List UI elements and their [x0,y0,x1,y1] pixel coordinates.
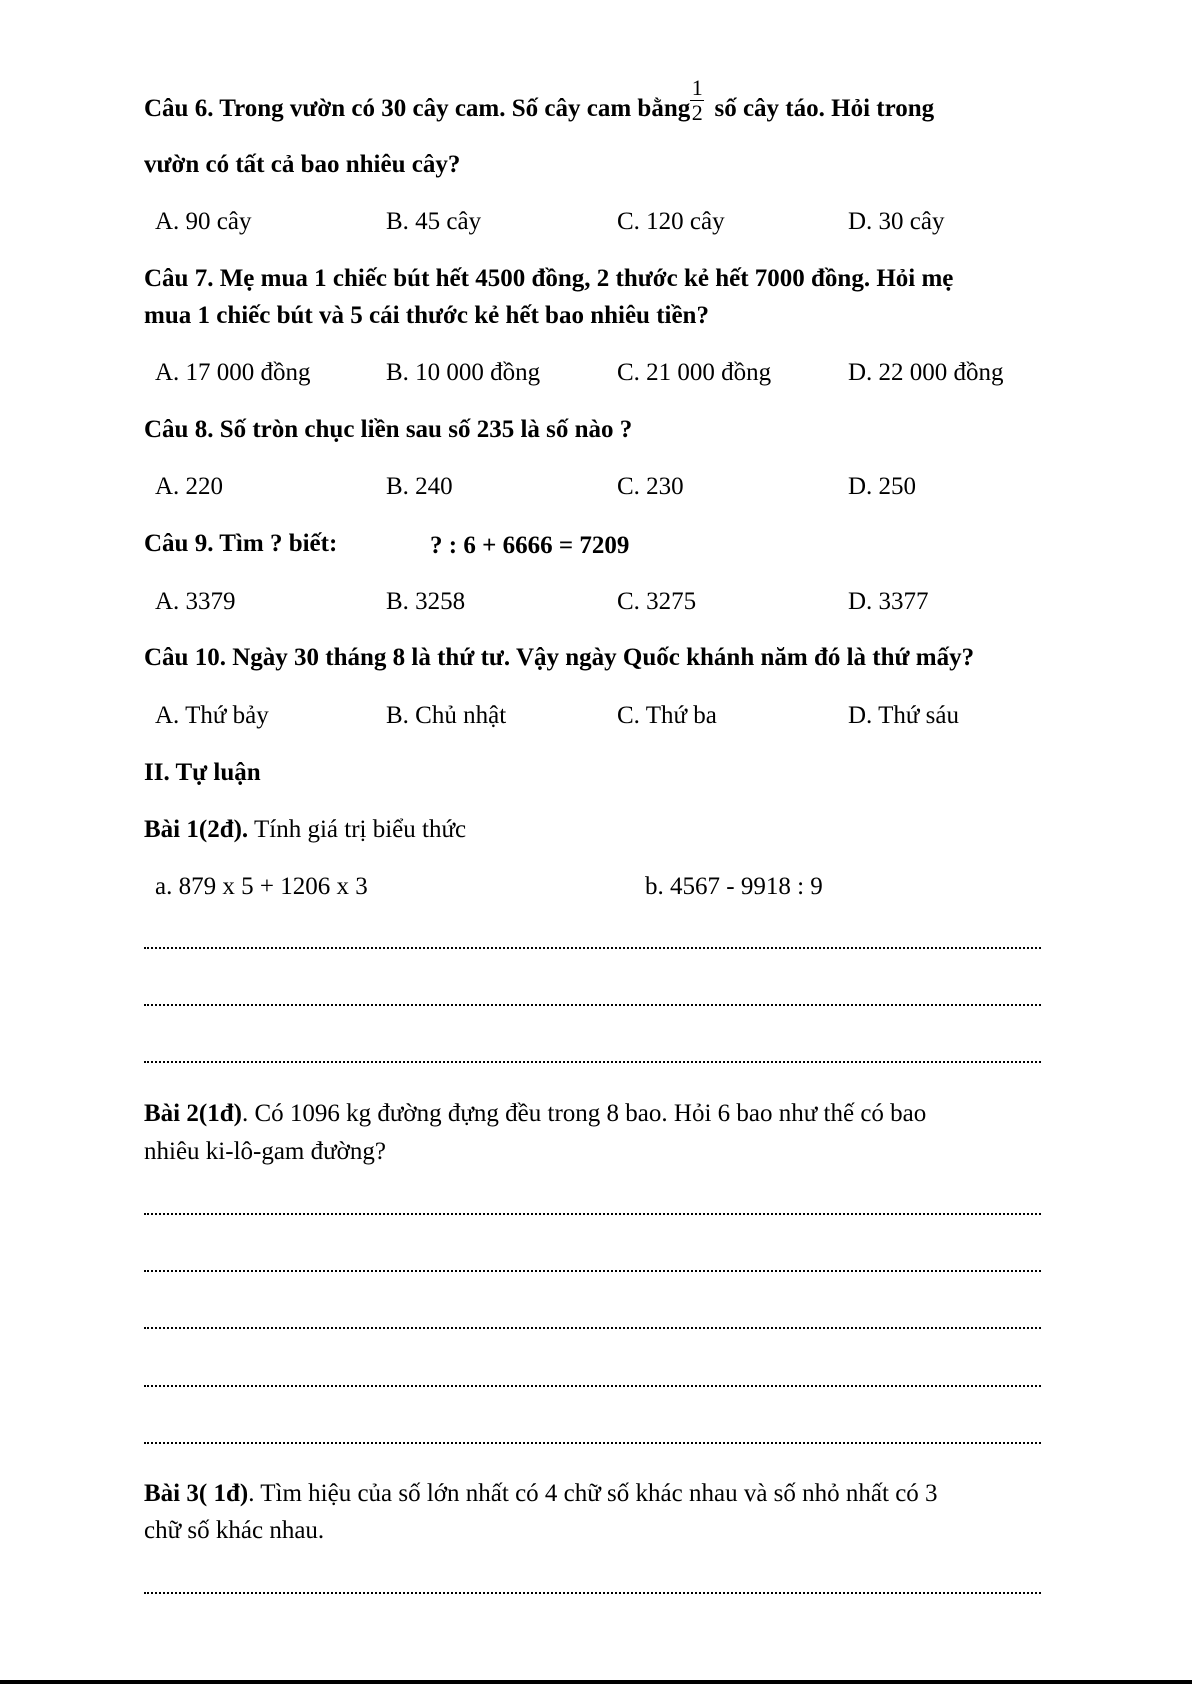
question-6-option-b[interactable]: B. 45 cây [386,208,482,235]
question-8-line-1: Câu 8. Số tròn chục liền sau số 235 là số nào ? [144,416,633,443]
section-2-title: II. Tự luận [144,759,261,786]
answer-line[interactable] [144,947,1041,949]
exercise-2-line-2: nhiêu ki-lô-gam đường? [144,1138,386,1165]
exercise-1-part-a: a. 879 x 5 + 1206 x 3 [155,873,368,900]
question-6-text-after: số cây táo. Hỏi trong [708,95,935,123]
answer-line[interactable] [144,1327,1041,1329]
answer-line[interactable] [144,1004,1041,1006]
page-bottom-border [0,1680,1192,1684]
answer-line[interactable] [144,1061,1041,1063]
question-9-option-a[interactable]: A. 3379 [155,588,236,615]
question-7-option-c[interactable]: C. 21 000 đồng [617,359,772,386]
question-7-line-1: Câu 7. Mẹ mua 1 chiếc bút hết 4500 đồng, 2 thước kẻ hết 7000 đồng. Hỏi mẹ [144,265,954,292]
answer-line[interactable] [144,1442,1041,1444]
answer-line[interactable] [144,1592,1041,1594]
exercise-3-text: . Tìm hiệu của số lớn nhất có 4 chữ số khác nhau và số nhỏ nhất có 3 [248,1480,938,1507]
question-10-option-a[interactable]: A. Thứ bảy [155,702,269,729]
fraction-one-half [690,77,704,124]
question-6-option-d[interactable]: D. 30 cây [848,208,945,235]
fraction-numerator: 1 [691,75,703,100]
question-8-option-d[interactable]: D. 250 [848,473,917,500]
exercise-2-text: . Có 1096 kg đường đựng đều trong 8 bao. Hỏi 6 bao như thế có bao [241,1100,927,1127]
question-9-option-d[interactable]: D. 3377 [848,588,929,615]
question-9-label: Câu 9. Tìm ? biết: [144,530,338,557]
exercise-1-text: Tính giá trị biểu thức [248,816,467,843]
question-6-option-a[interactable]: A. 90 cây [155,208,252,235]
exercise-3-heading [144,1479,938,1509]
exercise-1-heading [144,815,466,845]
question-8-option-b[interactable]: B. 240 [386,473,453,500]
question-9-option-b[interactable]: B. 3258 [386,588,466,615]
answer-line[interactable] [144,1213,1041,1215]
question-10-line-1: Câu 10. Ngày 30 tháng 8 là thứ tư. Vậy ngày Quốc khánh năm đó là thứ mấy? [144,644,975,671]
question-6-label: Câu 6. [144,95,214,123]
fraction-denominator: 2 [691,100,703,125]
answer-line[interactable] [144,1270,1041,1272]
question-6-line-2: vườn có tất cả bao nhiêu cây? [144,151,461,178]
question-10-option-d[interactable]: D. Thứ sáu [848,702,959,729]
question-7-option-d[interactable]: D. 22 000 đồng [848,359,1004,386]
question-7-line-2: mua 1 chiếc bút và 5 cái thước kẻ hết bao nhiêu tiền? [144,302,709,329]
exercise-3-line-2: chữ số khác nhau. [144,1517,325,1544]
question-9-option-c[interactable]: C. 3275 [617,588,697,615]
question-10-option-c[interactable]: C. Thứ ba [617,702,717,729]
question-6-text-before: Trong vườn có 30 cây cam. Số cây cam bằng [213,95,691,123]
question-8-option-a[interactable]: A. 220 [155,473,224,500]
question-6-line-1 [144,75,935,127]
exercise-2-label: Bài 2(1đ) [144,1100,242,1127]
exercise-1-part-b: b. 4567 - 9918 : 9 [645,873,823,900]
question-7-option-b[interactable]: B. 10 000 đồng [386,359,541,386]
exercise-2-heading [144,1099,926,1129]
exercise-1-label: Bài 1(2đ). [144,816,249,843]
question-7-option-a[interactable]: A. 17 000 đồng [155,359,311,386]
question-8-option-c[interactable]: C. 230 [617,473,684,500]
question-9-expression: ? : 6 + 6666 = 7209 [430,532,630,559]
question-6-option-c[interactable]: C. 120 cây [617,208,725,235]
question-10-option-b[interactable]: B. Chủ nhật [386,702,507,729]
answer-line[interactable] [144,1385,1041,1387]
exercise-3-label: Bài 3( 1đ) [144,1480,249,1507]
